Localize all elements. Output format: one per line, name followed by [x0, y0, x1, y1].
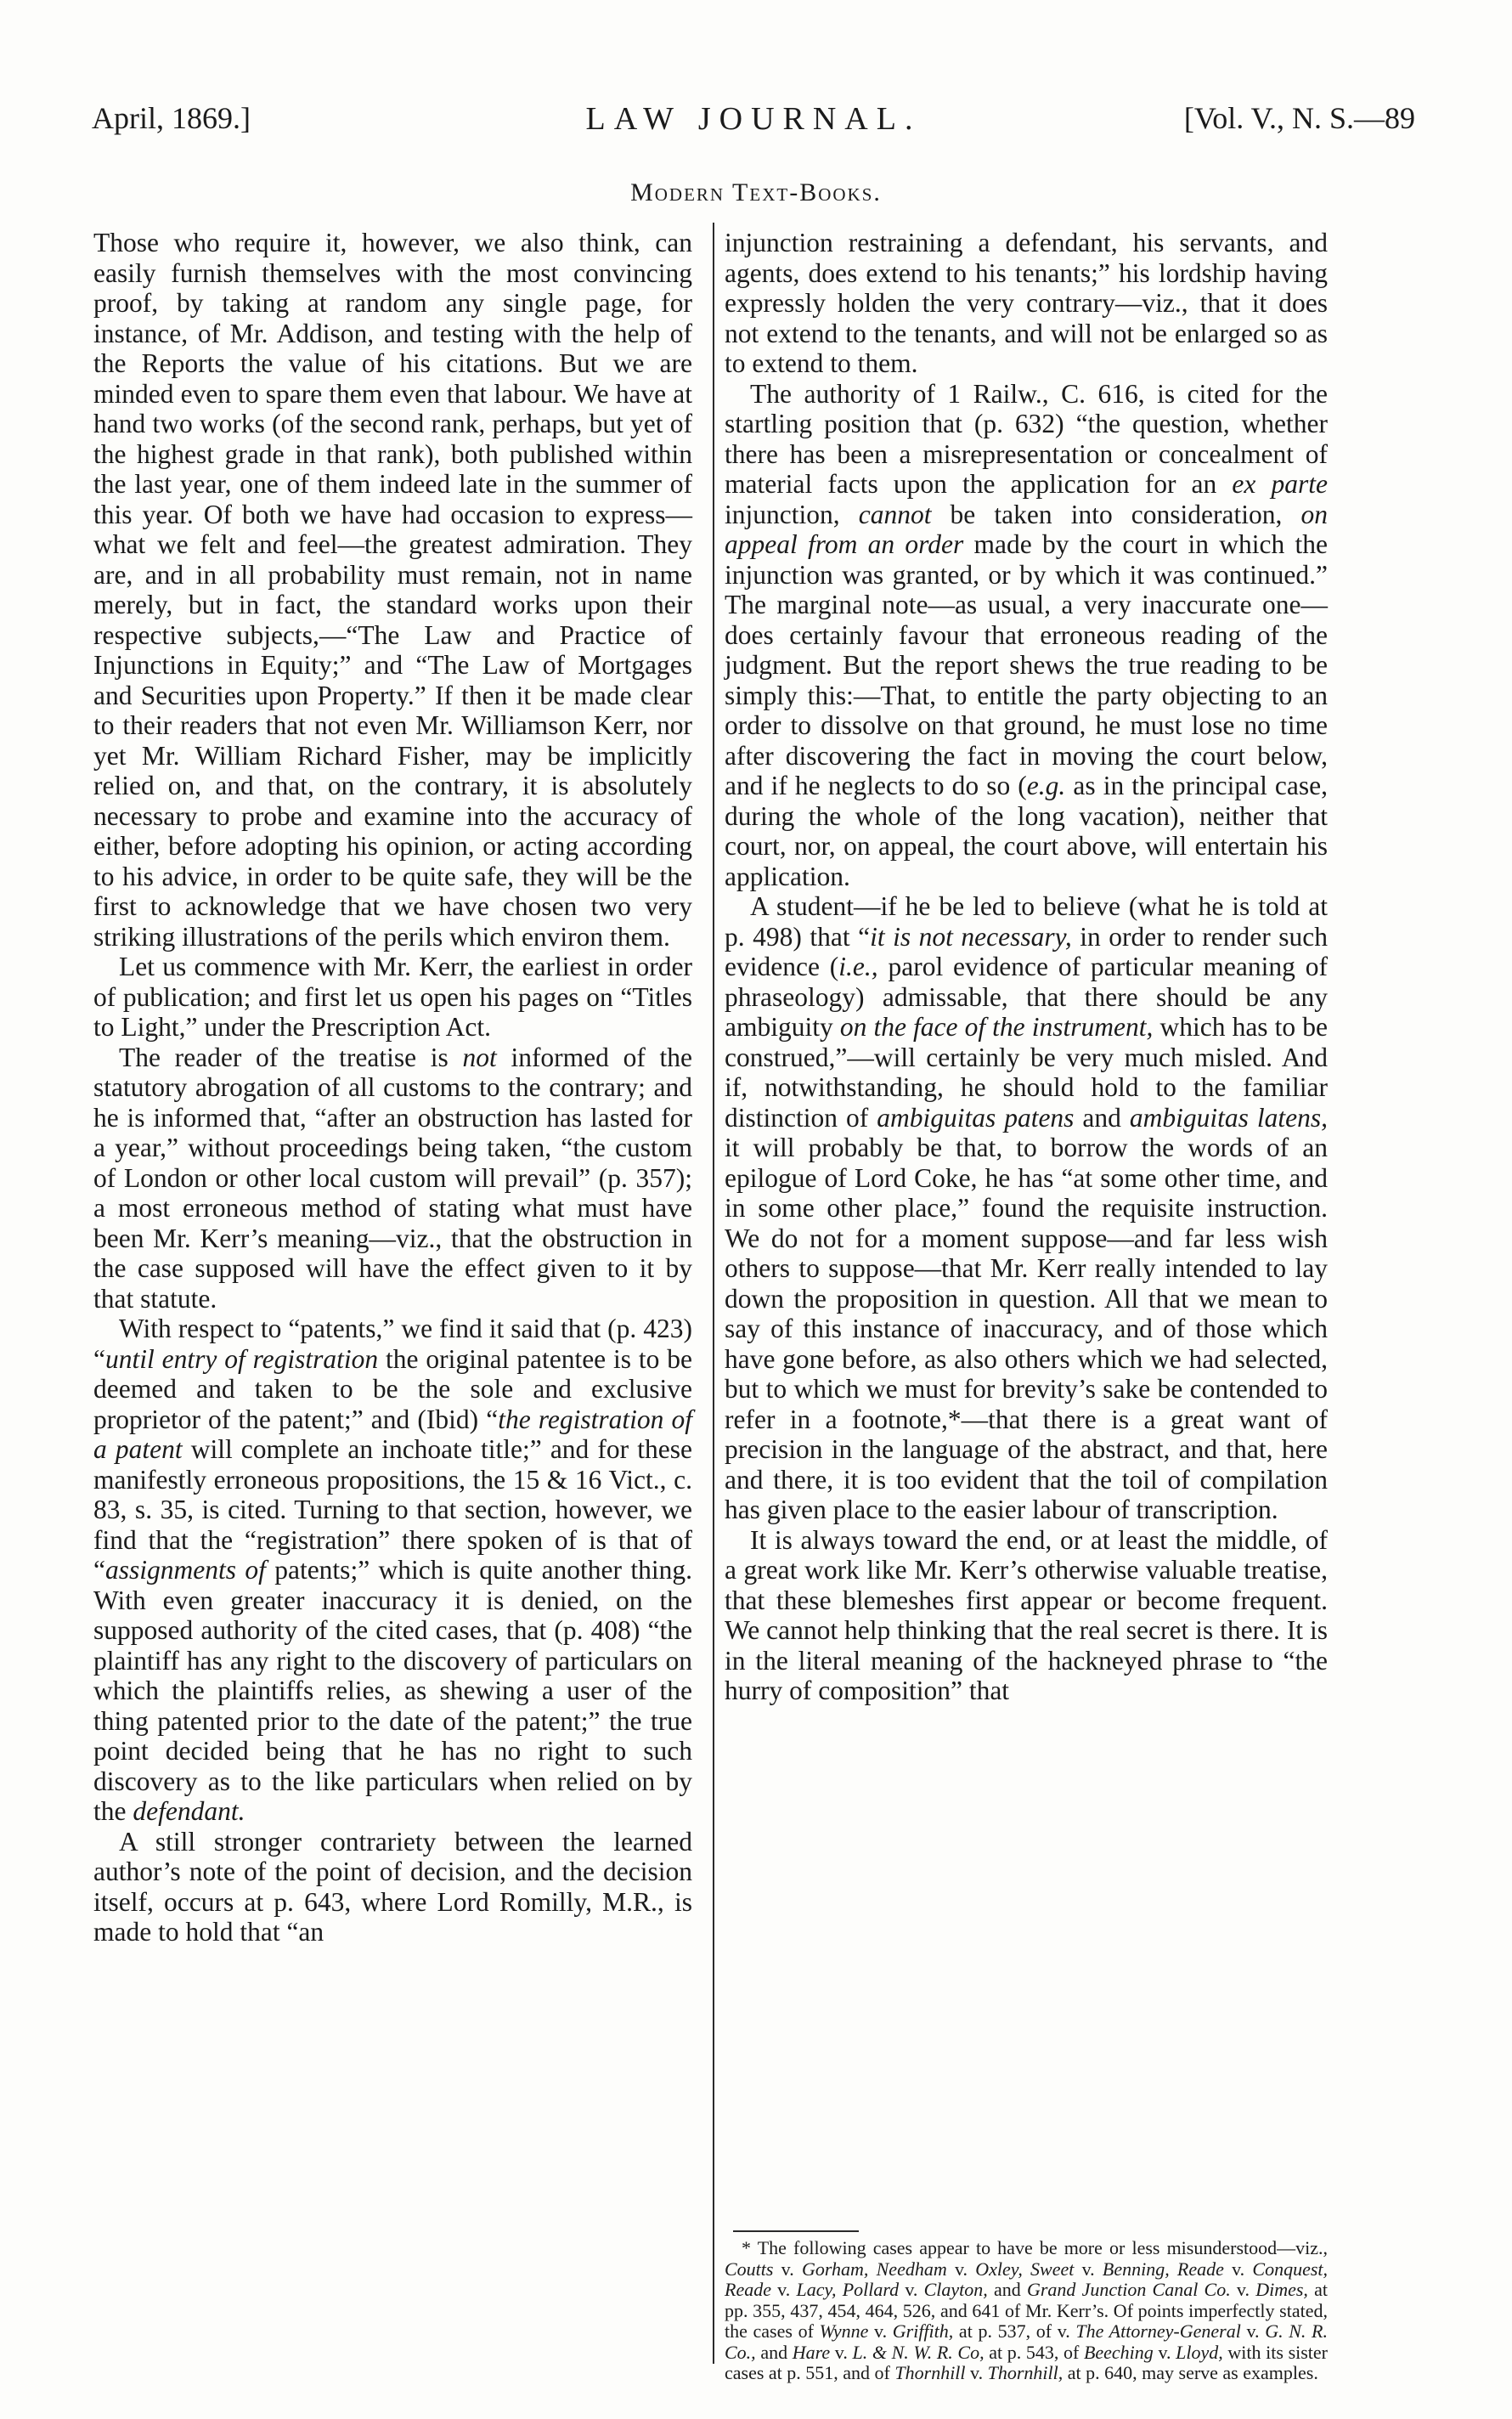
- section-title: Modern Text-Books.: [630, 178, 882, 206]
- paragraph: The reader of the treatise is not informed of the statutory abrogation of all customs to the contrary; and he is informed that, “after an obstruction has lasted for a year,” without proceedings being taken, “the custom of London or other local custom will prevail” (p. 357); a most erroneous method of stating what must have been Mr. Kerr’s meaning—viz., that the obstruction in the case supposed will have the effect given to it by that statute.: [93, 1042, 693, 1314]
- column-divider: [713, 223, 714, 2364]
- paragraph: A student—if he be led to believe (what he is told at p. 498) that “it is not necessary, in order to render such evidence (i.e., parol evidence of particular meaning of phraseology) admissable, that there should be any ambiguity on the face of the instrument, which has to be construed,”—will certainly be very much misled. And if, notwithstanding, he should hold to the familiar distinction of ambiguitas patens and ambiguitas latens, it will probably be that, to borrow the words of an epilogue of Lord Coke, he has “at some other time, and in some other place,” found the requisite instruction. We do not for a moment suppose—and far less wish others to suppose—that Mr. Kerr really intended to lay down the proposition in question. All that we mean to say of this instance of inaccuracy, and of those which have gone before, as also others which we had selected, but to which we must for brevity’s sake be contended to refer in a footnote,*—that there is a great want of precision in the language of the abstract, and that, here and there, it is too evident that the toil of compilation has given place to the easier labour of transcription.: [725, 891, 1328, 1524]
- running-head: [92, 100, 1415, 151]
- footnote-rule: [733, 2230, 859, 2232]
- paragraph: injunction restraining a defendant, his servants, and agents, does extend to his tenants;” his lordship having expressly holden the very contrary—viz., that it does not extend to the tenants, and will not be enlarged so as to extend to them.: [725, 228, 1328, 378]
- paragraph: Those who require it, however, we also think, can easily furnish themselves with the most convincing proof, by taking at random any single page, for instance, of Mr. Addison, and testing with the help of the Reports the value of his citations. But we are minded even to spare them even that labour. We have at hand two works (of the second rank, perhaps, but yet of the highest grade in that rank), both published within the last year, one of them indeed late in the summer of this year. Of both we have had occasion to express—what we felt and feel—the greatest admiration. They are, and in all probability must remain, not in name merely, but in fact, the standard works upon their respective subjects,—“The Law and Practice of Injunctions in Equity;” and “The Law of Mortgages and Securities upon Property.” If then it be made clear to their readers that not even Mr. Williamson Kerr, nor yet Mr. William Richard Fisher, may be implicitly relied on, and that, on the contrary, it is absolutely necessary to probe and examine into the accuracy of either, before adopting his opinion, or acting according to his advice, in order to be quite safe, they will be the first to acknowledge that we have chosen two very striking illustrations of the perils which environ them.: [93, 228, 692, 952]
- paragraph: It is always toward the end, or at least the middle, of a great work like Mr. Kerr’s otherwise valuable treatise, that these blemeshes first appear or become frequent. We cannot help thinking that the real secret is there. It is in the literal meaning of the hackneyed phrase to “the hurry of composition” that: [725, 1524, 1328, 1705]
- volume-page-number: [Vol. V., N. S.—89: [1183, 101, 1415, 135]
- journal-title: LAW JOURNAL.: [585, 101, 922, 137]
- paragraph: A still stronger contrariety between the learned author’s note of the point of decision, and the decision itself, occurs at p. 643, where Lord Romilly, M.R., is made to hold that “an: [93, 1826, 692, 1947]
- paragraph: The authority of 1 Railw., C. 616, is cited for the startling position that (p. 632) “the question, whether there has been a misrepresentation or concealment of material facts upon the application for an ex parte injunction, cannot be taken into consideration, on appeal from an order made by the court in which the injunction was granted, or by which it was continued.” The marginal note—as usual, a very inaccurate one—does certainly favour that erroneous reading of the judgment. But the report shews the true reading to be simply this:—That, to entitle the party objecting to an order to dissolve on that ground, he must lose no time after discovering the fact in moving the court below, and if he neglects to do so (e.g. as in the principal case, during the whole of the long vacation), neither that court, nor, on appeal, the court above, will entertain his application.: [725, 378, 1328, 891]
- paragraph: Let us commence with Mr. Kerr, the earliest in order of publication; and first let us open his pages on “Titles to Light,” under the Prescription Act.: [93, 952, 692, 1042]
- issue-date: April, 1869.]: [92, 101, 251, 135]
- footnote: * The following cases appear to have be more or less misunderstood—viz., Coutts v. Gorham, Needham v. Oxley, Sweet v. Benning, Reade v. Conquest, Reade v. Lacy, Pollard v. Clayton, and Grand Junction Canal Co. v. Dimes, at pp. 355, 437, 454, 464, 526, and 641 of Mr. Kerr’s. Of points imperfectly stated, the cases of Wynne v. Griffith, at p. 537, of v. The Attorney-General v. G. N. R. Co., and Hare v. L. & N. W. R. Co, at p. 543, of Beeching v. Lloyd, with its sister cases at p. 551, and of Thornhill v. Thornhill, at p. 640, may serve as examples.: [725, 2237, 1329, 2383]
- left-column: [93, 228, 692, 1947]
- paragraph: With respect to “patents,” we find it said that (p. 423) “until entry of registration the original patentee is to be deemed and taken to be the sole and exclusive proprietor of the patent;” and (Ibid) “the registration of a patent will complete an inchoate title;” and for these manifestly erroneous propositions, the 15 & 16 Vict., c. 83, s. 35, is cited. Turning to that section, however, we find that the “registration” there spoken of is that of “assignments of patents;” which is quite another thing. With even greater inaccuracy it is denied, on the supposed authority of the cited cases, that (p. 408) “the plaintiff has any right to the discovery of particulars on which the plaintiffs relies, as shewing a user of the thing patented prior to the date of the patent;” the true point decided being that he has no right to such discovery as to the like particulars when relied on by the defendant.: [93, 1314, 693, 1826]
- right-column: [725, 228, 1328, 1706]
